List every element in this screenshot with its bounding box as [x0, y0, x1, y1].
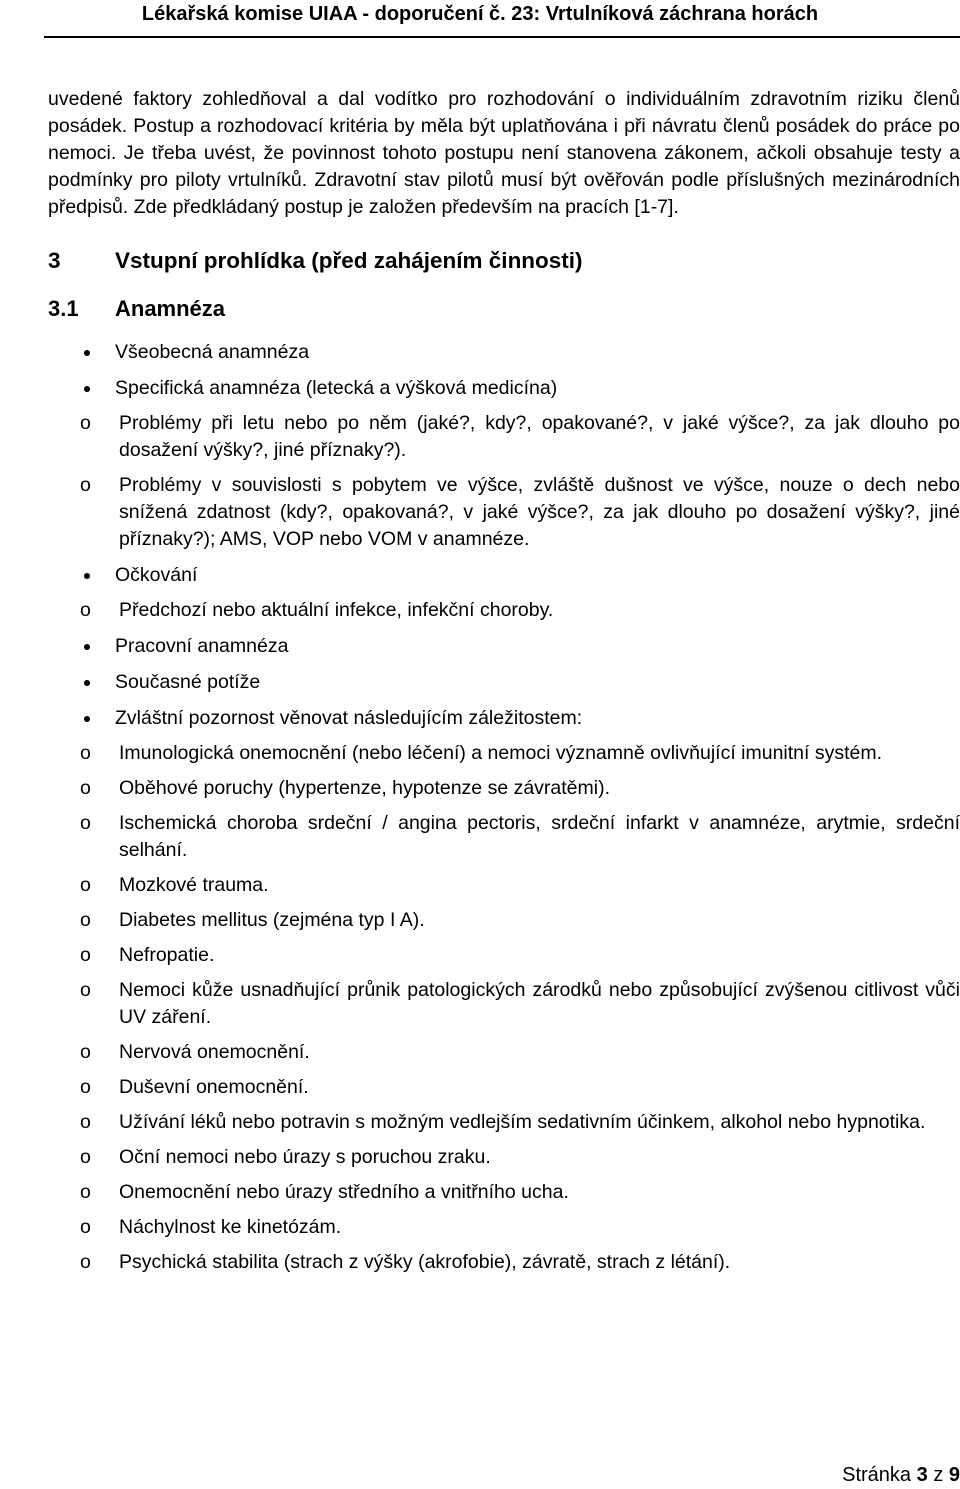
sub-list-item-text: Diabetes mellitus (zejména typ I A).: [119, 909, 425, 931]
list-item: [48, 705, 960, 1276]
sub-list-item: [48, 977, 960, 1031]
sub-list-item-text: Nemoci kůže usnadňující průnik patologických zárodků nebo způsobující zvýšenou citlivost vůči UV záření.: [119, 979, 960, 1028]
sub-list-item-text: Náchylnost ke kinetózám.: [119, 1216, 342, 1238]
list-item-label: Zvláštní pozornost věnovat následujícím záležitostem:: [115, 707, 583, 729]
sub-list-item: [48, 872, 960, 899]
section-heading: [48, 247, 960, 275]
header-rule: [44, 36, 960, 38]
sub-list-item-text: Užívání léků nebo potravin s možným vedlejším sedativním účinkem, alkohol nebo hypnotika.: [119, 1111, 926, 1133]
intro-paragraph: uvedené faktory zohledňoval a dal vodítko pro rozhodování o individuálním zdravotním riziku členů posádek. Postup a rozhodovací kritéria by měla být uplatňována i při návratu členů posádek do práce po nemoci. Je třeba uvést, že povinnost tohoto postupu není stanovena zákonem, ačkoli obsahuje testy a podmínky pro piloty vrtulníků. Zdravotní stav pilotů musí být ověřován podle příslušných mezinárodních předpisů. Zde předkládaný postup je založen především na pracích [1-7].: [48, 88, 960, 218]
list-item: [48, 633, 960, 660]
sub-list-item: [48, 1214, 960, 1241]
sub-list-item: [48, 1249, 960, 1276]
sub-list-item-text: Problémy v souvislosti s pobytem ve výšce, zvláště dušnost ve výšce, nouze o dech nebo snížená zdatnost (kdy?, opakovaná?, v jaké výšce?, za jak dlouho po dosažení výšky?, jiné příznaky?); AMS, VOP nebo VOM v anamnéze.: [119, 474, 960, 550]
sub-list-item: [48, 1074, 960, 1101]
page-footer: [842, 1461, 960, 1489]
section-title: Vstupní prohlídka (před zahájením činnosti): [115, 248, 583, 273]
sub-list-item: [48, 1109, 960, 1136]
subsection-heading: [48, 295, 960, 323]
list-item-label: Současné potíže: [115, 671, 261, 693]
list-item-label: Pracovní anamnéza: [115, 635, 289, 657]
section-number: 3: [48, 248, 61, 273]
page-header: [0, 0, 960, 40]
sub-list-item-text: Nefropatie.: [119, 944, 215, 966]
sub-list-item-text: Psychická stabilita (strach z výšky (akrofobie), závratě, strach z létání).: [119, 1251, 731, 1273]
footer-page: 3: [916, 1464, 928, 1486]
sub-list-item-text: Problémy při letu nebo po něm (jaké?, kdy?, opakované?, v jaké výšce?, za jak dlouho po dosažení výšky?, jiné příznaky?).: [119, 412, 960, 461]
sub-list-item: [48, 1144, 960, 1171]
bullet-icon: [84, 386, 90, 392]
sub-list-item-text: Předchozí nebo aktuální infekce, infekční choroby.: [119, 599, 554, 621]
sub-list-item: [48, 942, 960, 969]
sub-list: [80, 597, 960, 624]
sub-list-item: [48, 775, 960, 802]
list-item: [48, 339, 960, 366]
list-item: [48, 562, 960, 624]
sub-list: [80, 740, 960, 1276]
sub-list-item: [48, 1039, 960, 1066]
sub-list-item-text: Duševní onemocnění.: [119, 1076, 309, 1098]
footer-prefix: Stránka: [842, 1464, 912, 1486]
sub-list: [80, 410, 960, 553]
circle-bullet-icon: o: [80, 909, 91, 931]
circle-bullet-icon: o: [80, 979, 91, 1001]
footer-sep: z: [933, 1464, 944, 1486]
sub-list-item-text: Mozkové trauma.: [119, 874, 269, 896]
sub-list-item-text: Nervová onemocnění.: [119, 1041, 310, 1063]
circle-bullet-icon: o: [80, 1076, 91, 1098]
circle-bullet-icon: o: [80, 1041, 91, 1063]
sub-list-item-text: Ischemická choroba srdeční / angina pectoris, srdeční infarkt v anamnéze, arytmie, srdeční selhání.: [119, 812, 960, 861]
list-item-label: Specifická anamnéza (letecká a výšková medicína): [115, 377, 558, 399]
sub-list-item-text: Imunologická onemocnění (nebo léčení) a nemoci významně ovlivňující imunitní systém.: [119, 742, 883, 764]
circle-bullet-icon: o: [80, 1251, 91, 1273]
sub-list-item: [48, 1179, 960, 1206]
circle-bullet-icon: o: [80, 742, 91, 764]
list-item: [48, 669, 960, 696]
sub-list-item: [48, 472, 960, 553]
sub-list-item: [48, 740, 960, 767]
subsection-title: Anamnéza: [115, 296, 226, 321]
sub-list-item-text: Onemocnění nebo úrazy středního a vnitřního ucha.: [119, 1181, 569, 1203]
bullet-icon: [84, 350, 90, 356]
circle-bullet-icon: o: [80, 777, 91, 799]
circle-bullet-icon: o: [80, 1111, 91, 1133]
list-item: [48, 375, 960, 553]
document-body: [48, 86, 960, 1276]
footer-total: 9: [948, 1464, 960, 1486]
bullet-icon: [84, 644, 90, 650]
sub-list-item: [48, 597, 960, 624]
sub-list-item: [48, 410, 960, 464]
list-item-label: Všeobecná anamnéza: [115, 341, 310, 363]
circle-bullet-icon: o: [80, 1146, 91, 1168]
circle-bullet-icon: o: [80, 944, 91, 966]
anamnesis-list: [48, 339, 960, 1276]
circle-bullet-icon: o: [80, 412, 91, 434]
circle-bullet-icon: o: [80, 599, 91, 621]
sub-list-item: [48, 907, 960, 934]
list-item-label: Očkování: [115, 564, 198, 586]
circle-bullet-icon: o: [80, 874, 91, 896]
circle-bullet-icon: o: [80, 474, 91, 496]
subsection-number: 3.1: [48, 296, 79, 321]
header-title: Lékařská komise UIAA - doporučení č. 23: Vrtulníková záchrana horách: [141, 3, 819, 25]
bullet-icon: [84, 680, 90, 686]
bullet-icon: [84, 573, 90, 579]
circle-bullet-icon: o: [80, 812, 91, 834]
circle-bullet-icon: o: [80, 1181, 91, 1203]
circle-bullet-icon: o: [80, 1216, 91, 1238]
sub-list-item: [48, 810, 960, 864]
bullet-icon: [84, 716, 90, 722]
sub-list-item-text: Oběhové poruchy (hypertenze, hypotenze se závratěmi).: [119, 777, 611, 799]
sub-list-item-text: Oční nemoci nebo úrazy s poruchou zraku.: [119, 1146, 491, 1168]
